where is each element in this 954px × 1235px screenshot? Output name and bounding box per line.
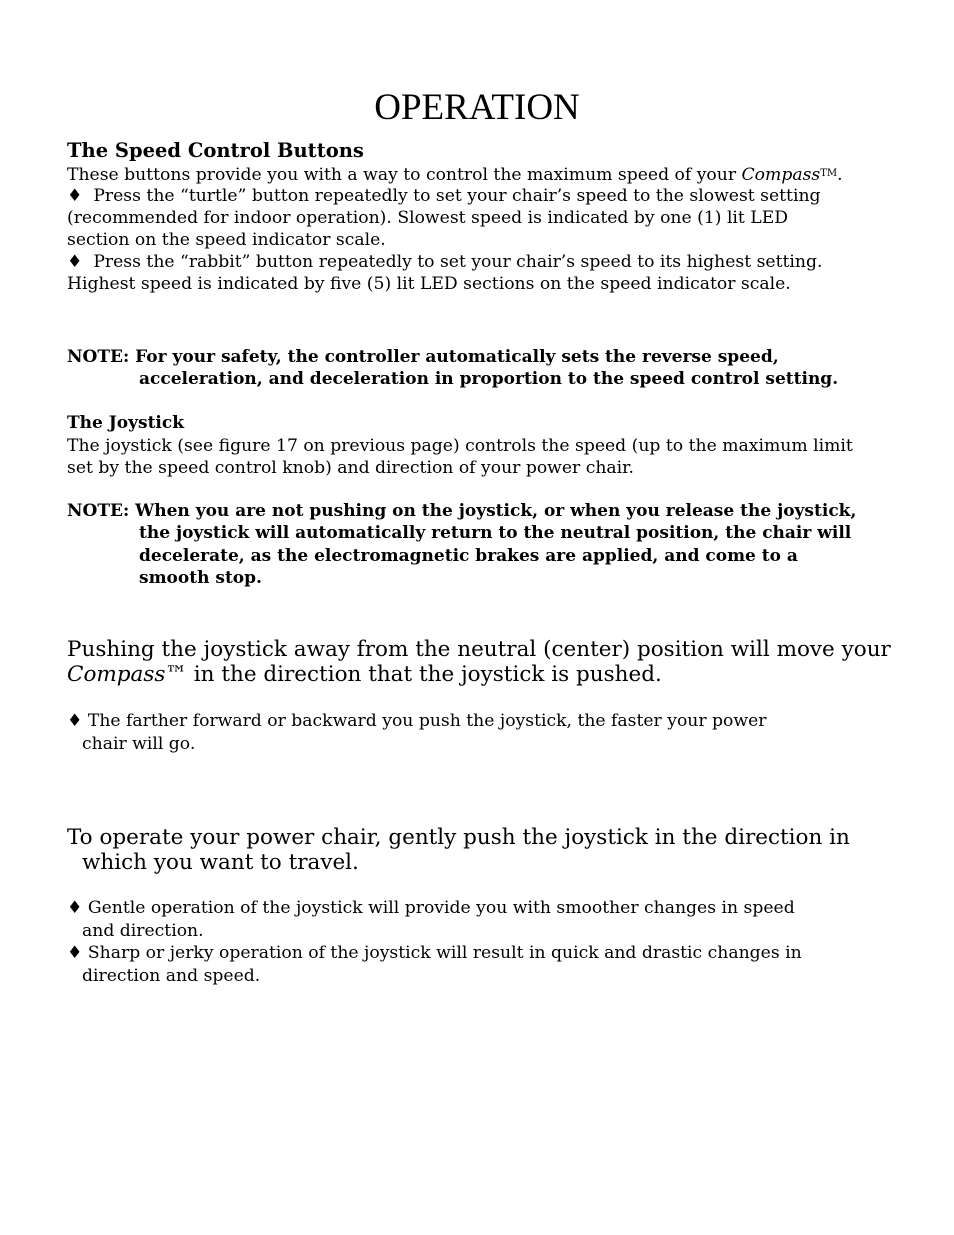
pushing-bullet-line2: chair will go. xyxy=(82,734,196,754)
turtle-text-1: Press the “turtle” button repeatedly to set your chair’s speed to the slowest setting xyxy=(93,186,821,206)
rabbit-bullet-line1 xyxy=(67,251,822,273)
bullet-diamond-icon: ♦ xyxy=(67,711,83,731)
intro-period: . xyxy=(837,165,843,185)
joystick-heading: The Joystick xyxy=(67,413,185,433)
pushing-text-2: in the direction that the joystick is pushed. xyxy=(186,662,662,687)
bullet-diamond-icon: ♦ xyxy=(67,943,83,963)
turtle-bullet-line3: section on the speed indicator scale. xyxy=(67,230,386,250)
turtle-bullet-line1 xyxy=(67,185,821,207)
note-label: NOTE: xyxy=(67,347,130,367)
joystick-line2: set by the speed control knob) and direction of your power chair. xyxy=(67,458,634,478)
speed-control-heading: The Speed Control Buttons xyxy=(67,139,364,162)
operate-line2: which you want to travel. xyxy=(82,850,359,875)
joystick-line1: The joystick (see figure 17 on previous page) controls the speed (up to the maximum limit xyxy=(67,436,853,456)
rabbit-text-1: Press the “rabbit” button repeatedly to set your chair’s speed to its highest setting. xyxy=(93,252,823,272)
operate-bullet1-text-1: Gentle operation of the joystick will provide you with smoother changes in speed xyxy=(87,898,795,918)
note2-text-1: When you are not pushing on the joystick, or when you release the joystick, xyxy=(135,501,857,521)
operate-bullet2-line2: direction and speed. xyxy=(82,966,261,986)
note1-line1 xyxy=(67,346,779,369)
bullet-diamond-icon: ♦ xyxy=(67,898,83,918)
product-name: Compass xyxy=(741,165,821,185)
rabbit-bullet-line2: Highest speed is indicated by five (5) lit LED sections on the speed indicator scale. xyxy=(67,274,791,294)
bullet-diamond-icon: ♦ xyxy=(67,252,83,272)
intro-text: These buttons provide you with a way to control the maximum speed of your xyxy=(67,165,737,185)
operate-bullet1-line1 xyxy=(67,897,795,920)
note1-text-1: For your safety, the controller automatically sets the reverse speed, xyxy=(135,347,779,367)
page-title: OPERATION xyxy=(374,87,580,128)
pushing-bullet-line1 xyxy=(67,710,767,733)
operate-bullet2-text-1: Sharp or jerky operation of the joystick will result in quick and drastic changes in xyxy=(87,943,802,963)
operate-bullet1-line2: and direction. xyxy=(82,921,204,941)
note-label: NOTE: xyxy=(67,501,130,521)
note2-line2: the joystick will automatically return to the neutral position, the chair will xyxy=(139,523,852,543)
pushing-line2 xyxy=(67,662,662,687)
operate-line1: To operate your power chair, gently push the joystick in the direction in xyxy=(67,825,850,850)
note2-line3: decelerate, as the electromagnetic brakes are applied, and come to a xyxy=(139,546,798,566)
product-name: Compass™ xyxy=(67,662,187,687)
pushing-line1: Pushing the joystick away from the neutral (center) position will move your xyxy=(67,637,891,662)
note1-line2: acceleration, and deceleration in proportion to the speed control setting. xyxy=(139,369,839,389)
note2-line4: smooth stop. xyxy=(139,568,262,588)
operate-bullet2-line1 xyxy=(67,942,802,965)
speed-control-intro xyxy=(67,163,843,186)
pushing-bullet-text-1: The farther forward or backward you push the joystick, the faster your power xyxy=(87,711,767,731)
note2-line1 xyxy=(67,500,856,523)
trademark-mark: TM xyxy=(820,168,838,179)
bullet-diamond-icon: ♦ xyxy=(67,186,83,206)
turtle-bullet-line2: (recommended for indoor operation). Slowest speed is indicated by one (1) lit LED xyxy=(67,208,789,228)
